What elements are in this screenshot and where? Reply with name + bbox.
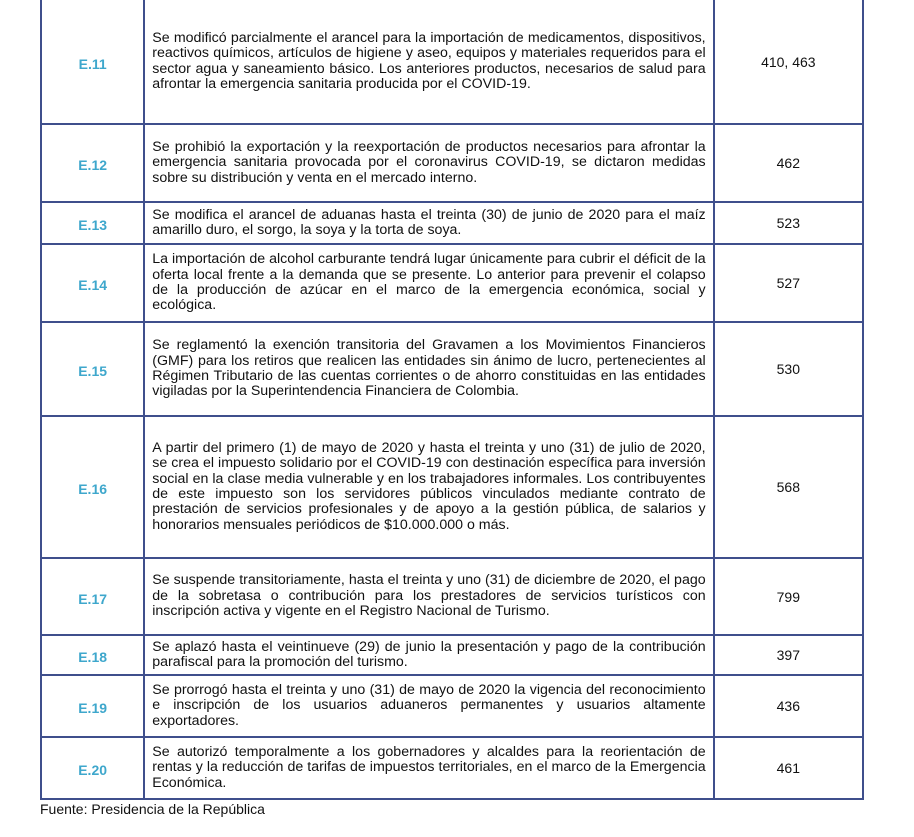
table-row [41, 124, 863, 202]
decree-reference: 799 [714, 558, 863, 635]
decree-reference: 568 [714, 416, 863, 558]
measure-code: E.16 [41, 416, 144, 558]
table-row [41, 635, 863, 675]
measure-code: E.17 [41, 558, 144, 635]
table-row [41, 558, 863, 635]
table-row [41, 244, 863, 322]
table-row [41, 416, 863, 558]
decree-reference: 530 [714, 322, 863, 416]
measures-table-body [41, 0, 863, 799]
table-row [41, 202, 863, 244]
measure-code: E.12 [41, 124, 144, 202]
table-row [41, 0, 863, 124]
table-row [41, 675, 863, 737]
measure-description: Se prorrogó hasta el treinta y uno (31) de mayo de 2020 la vigencia del reconocimiento e inscripción de los usuarios aduaneros permanentes y usuarios altamente exportadores. [144, 675, 713, 737]
source-note: Fuente: Presidencia de la República [40, 801, 265, 817]
decree-reference: 462 [714, 124, 863, 202]
measure-description: Se suspende transitoriamente, hasta el treinta y uno (31) de diciembre de 2020, el pago de la sobretasa o contribución para los prestadores de servicios turísticos con inscripción activa y vigente en el Registro Nacional de Turismo. [144, 558, 713, 635]
decree-reference: 410, 463 [714, 0, 863, 124]
measure-description: Se aplazó hasta el veintinueve (29) de junio la presentación y pago de la contribución parafiscal para la promoción del turismo. [144, 635, 713, 675]
measure-description: Se prohibió la exportación y la reexportación de productos necesarios para afrontar la emergencia sanitaria provocada por el coronavirus COVID-19, se dictaron medidas sobre su distribución y venta en el mercado interno. [144, 124, 713, 202]
measure-description: La importación de alcohol carburante tendrá lugar únicamente para cubrir el déficit de la oferta local frente a la demanda que se presente. Lo anterior para prevenir el colapso de la producción de azúcar en el marco de la emergencia económica, social y ecológica. [144, 244, 713, 322]
measure-code: E.13 [41, 202, 144, 244]
decree-reference: 523 [714, 202, 863, 244]
measure-code: E.11 [41, 0, 144, 124]
measures-table [40, 0, 864, 800]
measure-code: E.19 [41, 675, 144, 737]
table-row [41, 322, 863, 416]
measure-description: A partir del primero (1) de mayo de 2020 y hasta el treinta y uno (31) de julio de 2020, se crea el impuesto solidario por el COVID-19 con destinación específica para inversión social en la clase media vulnerable y en los trabajadores informales. Los contribuyentes de este impuesto son los servidores públicos vinculados mediante contrato de prestación de servicios profesionales y de apoyo a la gestión pública, de salarios y honorarios mensuales periódicos de $10.000.000 o más. [144, 416, 713, 558]
decree-reference: 397 [714, 635, 863, 675]
measure-code: E.15 [41, 322, 144, 416]
decree-reference: 527 [714, 244, 863, 322]
table-row [41, 737, 863, 799]
measure-description: Se modificó parcialmente el arancel para la importación de medicamentos, dispositivos, reactivos químicos, artículos de higiene y aseo, equipos y materiales requeridos para el sector agua y saneamiento básico. Los anteriores productos, necesarios de salud para afrontar la emergencia sanitaria producida por el COVID-19. [144, 0, 713, 124]
measure-description: Se modifica el arancel de aduanas hasta el treinta (30) de junio de 2020 para el maíz amarillo duro, el sorgo, la soya y la torta de soya. [144, 202, 713, 244]
decree-reference: 436 [714, 675, 863, 737]
measure-description: Se autorizó temporalmente a los gobernadores y alcaldes para la reorientación de rentas y la reducción de tarifas de impuestos territoriales, en el marco de la Emergencia Económica. [144, 737, 713, 799]
decree-reference: 461 [714, 737, 863, 799]
measure-code: E.20 [41, 737, 144, 799]
measure-description: Se reglamentó la exención transitoria del Gravamen a los Movimientos Financieros (GMF) para los retiros que realicen las entidades sin ánimo de lucro, pertenecientes al Régimen Tributario de las cuentas corrientes o de ahorro constituidas en las entidades vigiladas por la Superintendencia Financiera de Colombia. [144, 322, 713, 416]
measure-code: E.18 [41, 635, 144, 675]
measure-code: E.14 [41, 244, 144, 322]
